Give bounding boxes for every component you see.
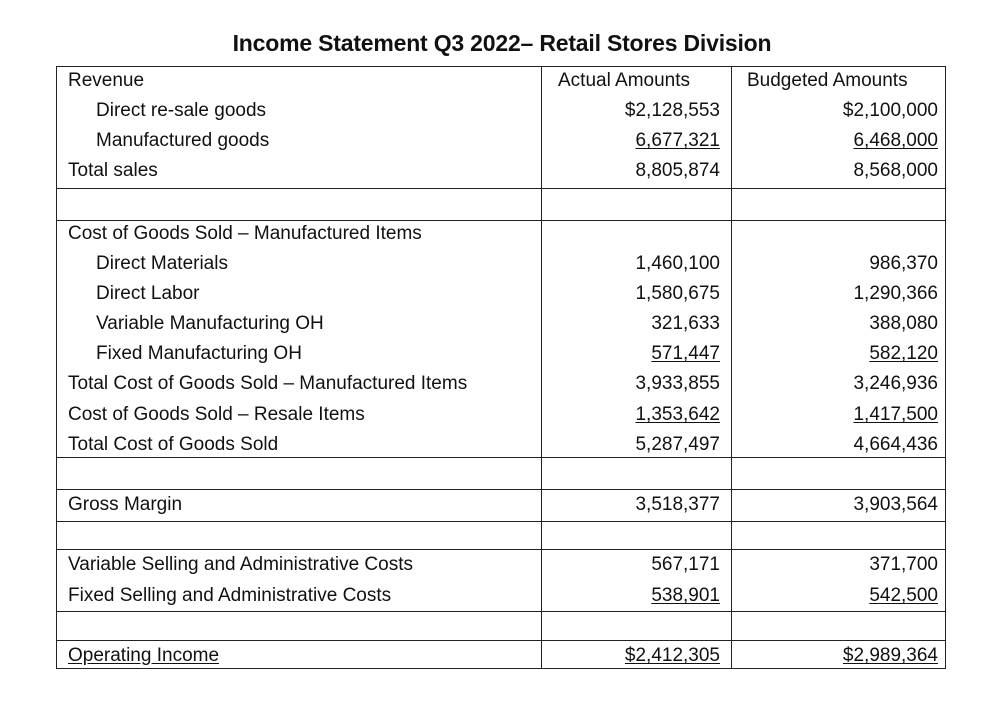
budget-value: 1,417,500 [853, 404, 938, 425]
budget-value: 4,664,436 [853, 434, 938, 455]
actual-amounts-header: Actual Amounts [558, 70, 691, 91]
row-label: Total Cost of Goods Sold [68, 434, 279, 455]
row-label: Direct Materials [96, 253, 228, 274]
actual-value: 8,805,874 [635, 160, 720, 181]
actual-value: 6,677,321 [635, 130, 720, 151]
table-row [57, 220, 947, 250]
table-row [57, 127, 947, 157]
budgeted-amounts-header: Budgeted Amounts [747, 70, 908, 91]
row-label: Fixed Selling and Administrative Costs [68, 585, 392, 606]
actual-value: 3,518,377 [635, 494, 720, 515]
table-row [57, 642, 947, 672]
actual-value: 571,447 [651, 343, 720, 364]
budget-value: 371,700 [869, 554, 938, 575]
actual-value: 5,287,497 [635, 434, 720, 455]
row-label: Manufactured goods [96, 130, 270, 151]
budget-value: 3,903,564 [853, 494, 938, 515]
row-label: Total sales [68, 160, 158, 181]
row-divider [57, 640, 945, 641]
row-label: Direct Labor [96, 283, 200, 304]
budget-value: 542,500 [869, 585, 938, 606]
budget-value: 582,120 [869, 343, 938, 364]
budget-value: 986,370 [869, 253, 938, 274]
row-label: Direct re-sale goods [96, 100, 267, 121]
actual-value: 1,353,642 [635, 404, 720, 425]
table-row [57, 250, 947, 280]
table-row [57, 431, 947, 461]
actual-value: $2,128,553 [624, 100, 720, 121]
row-label: Fixed Manufacturing OH [96, 343, 302, 364]
table-row [57, 280, 947, 310]
budget-value: 1,290,366 [853, 283, 938, 304]
row-divider [57, 188, 945, 189]
table-row [57, 401, 947, 431]
actual-value: 567,171 [651, 554, 720, 575]
budget-value: 388,080 [869, 313, 938, 334]
row-label: Operating Income [68, 645, 220, 666]
table-row [57, 551, 947, 581]
table-row [57, 340, 947, 370]
budget-value: 3,246,936 [853, 373, 938, 394]
row-divider [57, 489, 945, 490]
actual-value: 3,933,855 [635, 373, 720, 394]
income-statement-table [56, 66, 946, 669]
table-row [57, 157, 947, 187]
actual-value: 1,580,675 [635, 283, 720, 304]
row-divider [57, 521, 945, 522]
budget-value: 8,568,000 [853, 160, 938, 181]
page-title: Income Statement Q3 2022– Retail Stores Division [232, 30, 772, 56]
row-label: Revenue [68, 70, 145, 91]
table-row [57, 582, 947, 612]
table-row [57, 97, 947, 127]
row-label: Gross Margin [68, 494, 183, 515]
actual-value: 538,901 [651, 585, 720, 606]
budget-value: $2,100,000 [842, 100, 938, 121]
header-row [57, 67, 947, 97]
row-label: Variable Selling and Administrative Costs [68, 554, 413, 575]
actual-value: $2,412,305 [624, 645, 720, 666]
table-row [57, 370, 947, 400]
row-label: Total Cost of Goods Sold – Manufactured Items [68, 373, 468, 394]
row-divider [57, 549, 945, 550]
budget-value: $2,989,364 [842, 645, 938, 666]
row-label: Variable Manufacturing OH [96, 313, 324, 334]
row-label: Cost of Goods Sold – Resale Items [68, 404, 365, 425]
actual-value: 1,460,100 [635, 253, 720, 274]
table-row [57, 310, 947, 340]
row-label: Cost of Goods Sold – Manufactured Items [68, 223, 422, 244]
actual-value: 321,633 [651, 313, 720, 334]
table-row [57, 491, 947, 521]
budget-value: 6,468,000 [853, 130, 938, 151]
